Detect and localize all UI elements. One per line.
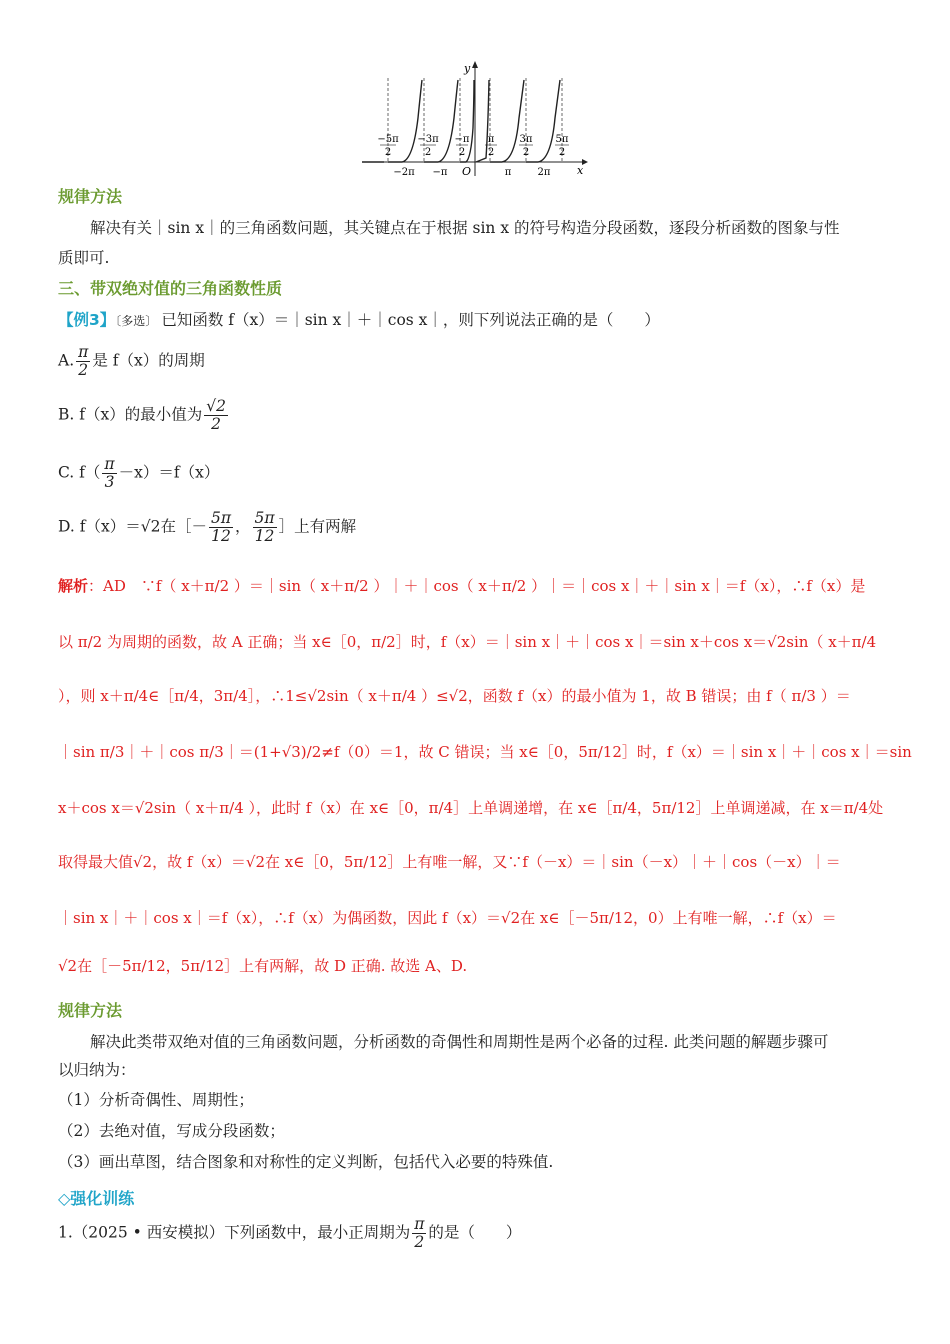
tick-neg-pi-2: −π	[454, 134, 470, 145]
function-graph	[358, 58, 590, 180]
option-d: D. f（x）＝√2在［－ $\frac{5\pi}{12}$ ， $\frac{5\pi}{12}$ ］上有两解	[58, 509, 357, 546]
option-a: A. $\frac{\pi}{2}$ 是 f（x）的周期	[58, 343, 205, 380]
method-heading-1: 规律方法	[58, 187, 123, 206]
tick-neg-5pi-2: −5π	[377, 134, 399, 145]
y-axis-label: y	[464, 62, 471, 75]
training-heading: ◇强化训练	[58, 1189, 135, 1208]
training-question-1: 1.（2025 • 西安模拟）下列函数中，最小正周期为 $\frac{\pi}{2}$ 的是（ ）	[58, 1215, 522, 1252]
svg-text:2: 2	[487, 147, 495, 158]
example3-stem: 已知函数 f（x）＝｜sin x｜＋｜cos x｜，则下列说法正确的是（ ）	[161, 311, 660, 329]
tick-neg-pi: −π	[432, 167, 448, 178]
method2-step-2: （2）去绝对值，写成分段函数；	[58, 1122, 285, 1140]
method2-text-p1: 解决此类带双绝对值的三角函数问题，分析函数的奇偶性和周期性是两个必备的过程. 此类问题的解题步骤可	[90, 1033, 829, 1051]
method1-text-line1: 解决有关｜sin x｜的三角函数问题，其关键点在于根据 sin x 的符号构造分段函数，逐段分析函数的图象与性	[90, 219, 840, 237]
solution-line-5: x＋cos x＝√2sin（ x＋π/4 ），此时 f（x）在 x∈［0，π/4］上单调递增，在 x∈［π/4，5π/12］上单调递减，在 x＝π/4处	[58, 799, 884, 817]
option-c: C. f（ $\frac{\pi}{3}$ －x）＝f（x）	[58, 455, 220, 492]
svg-text:2: 2	[522, 147, 530, 158]
multi-select-tag: 〔多选〕	[115, 314, 158, 328]
svg-text:2: 2	[558, 147, 566, 158]
tick-pi-2: π	[487, 134, 495, 145]
method2-step-3: （3）画出草图，结合图象和对称性的定义判断，包括代入必要的特殊值.	[58, 1153, 554, 1171]
method2-step-1: （1）分析奇偶性、周期性；	[58, 1091, 254, 1109]
solution-line-6: 取得最大值√2，故 f（x）＝√2在 x∈［0，5π/12］上有唯一解，又∵f（－x）＝｜sin（－x）｜＋｜cos（－x）｜＝	[58, 853, 841, 871]
tick-5pi-2: 5π	[555, 134, 569, 145]
solution-line-2: 以 π/2 为周期的函数，故 A 正确；当 x∈［0，π/2］时，f（x）＝｜sin x｜＋｜cos x｜＝sin x＋cos x＝√2sin（ x＋π/4	[58, 633, 877, 651]
method1-text-line2: 质即可.	[58, 249, 110, 267]
solution-line-8: √2在［－5π/12，5π/12］上有两解，故 D 正确. 故选 A、D.	[58, 957, 468, 975]
solution-line-4: ｜sin π/3｜＋｜cos π/3｜＝(1+√3)/2≠f（0）＝1，故 C 错误；当 x∈［0，5π/12］时，f（x）＝｜sin x｜＋｜cos x｜＝sin	[58, 743, 912, 761]
method-heading-2: 规律方法	[58, 1001, 123, 1020]
solution-line-7: ｜sin x｜＋｜cos x｜＝f（x），∴f（x）为偶函数，因此 f（x）＝√2在 x∈［－5π/12，0）上有唯一解，∴f（x）＝	[58, 909, 837, 927]
tick-neg-3pi-2: −3π	[417, 134, 439, 145]
svg-text:2: 2	[424, 147, 432, 158]
solution-line-3: ），则 x＋π/4∈［π/4，3π/4］，∴1≤√2sin（ x＋π/4 ）≤√2，函数 f（x）的最小值为 1，故 B 错误；由 f（ π/3 ）＝	[58, 687, 851, 705]
tick-3pi-2: 3π	[519, 134, 533, 145]
example3-stem-line	[58, 310, 890, 331]
x-axis-label: x	[577, 164, 584, 177]
tick-pi: π	[504, 167, 512, 178]
solution-line-1: 解析：AD ∵f（ x＋π/2 ）＝｜sin（ x＋π/2 ）｜＋｜cos（ x＋π/2 ）｜＝｜cos x｜＋｜sin x｜＝f（x），∴f（x）是	[58, 577, 866, 595]
origin-label: O	[462, 165, 472, 178]
section-title: 三、带双绝对值的三角函数性质	[58, 279, 283, 298]
solution-label: 解析	[58, 577, 89, 595]
tick-2pi: 2π	[537, 167, 551, 178]
example-tag: 【例3】	[58, 311, 116, 329]
tick-neg-2pi: −2π	[393, 167, 415, 178]
svg-text:2: 2	[458, 147, 466, 158]
option-b: B. f（x）的最小值为 $\frac{√2}{2}$	[58, 397, 226, 434]
svg-text:2: 2	[384, 147, 392, 158]
method2-text-p2: 以归纳为：	[58, 1061, 136, 1079]
